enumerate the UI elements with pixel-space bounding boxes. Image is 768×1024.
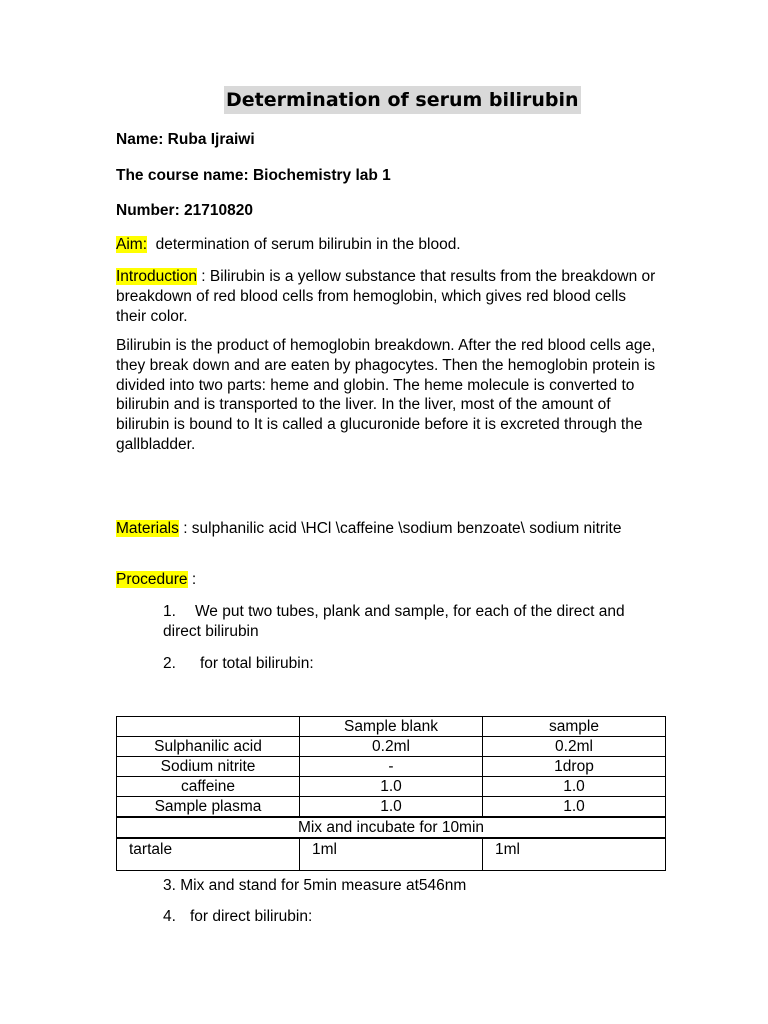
- procedure-line: [116, 570, 196, 590]
- table-cell: Sodium nitrite: [117, 757, 300, 777]
- table-cell: caffeine: [117, 777, 300, 797]
- table-cell: 1.0: [300, 777, 483, 797]
- table-cell: Sample plasma: [117, 797, 300, 818]
- step-1: [163, 602, 633, 642]
- student-number: Number: 21710820: [116, 202, 253, 219]
- table-header-cell: Sample blank: [300, 717, 483, 737]
- introduction-label: Introduction: [116, 268, 197, 285]
- step-1-text: We put two tubes, plank and sample, for each of the direct and direct bilirubin: [163, 603, 625, 640]
- course-name: The course name: Biochemistry lab 1: [116, 167, 391, 184]
- table-cell: 0.2ml: [483, 737, 666, 757]
- materials-label: Materials: [116, 520, 179, 537]
- table-row: [117, 777, 666, 797]
- table-cell: 1drop: [483, 757, 666, 777]
- table-header-cell: [117, 717, 300, 737]
- step-4-number: 4.: [163, 908, 176, 925]
- table-row: [117, 757, 666, 777]
- step-3: 3. Mix and stand for 5min measure at546nm: [163, 877, 467, 894]
- materials-paragraph: [116, 519, 656, 539]
- step-2-number: 2.: [163, 655, 176, 672]
- table-cell: 1ml: [483, 838, 666, 871]
- step-2: [163, 654, 314, 674]
- introduction-text: : Bilirubin is a yellow substance that results from the breakdown or breakdown of red blood cells from hemoglobin, which gives red blood cells their color.: [116, 268, 656, 325]
- table-header-row: [117, 717, 666, 737]
- aim-text: determination of serum bilirubin in the blood.: [147, 236, 461, 253]
- table-cell: 1ml: [300, 838, 483, 871]
- aim-line: [116, 235, 461, 255]
- table-cell: -: [300, 757, 483, 777]
- materials-text: : sulphanilic acid \HCl \caffeine \sodium benzoate\ sodium nitrite: [178, 520, 622, 537]
- step-1-number: 1.: [163, 603, 176, 620]
- table-header-cell: sample: [483, 717, 666, 737]
- step-2-text: for total bilirubin:: [199, 655, 314, 672]
- table-merged-cell: Mix and incubate for 10min: [117, 817, 666, 838]
- table-cell: 0.2ml: [300, 737, 483, 757]
- bilirubin-paragraph: Bilirubin is the product of hemoglobin breakdown. After the red blood cells age, they break down and are eaten by phagocytes. Then the hemoglobin protein is divided into two parts: heme and globin. The heme molecule is converted to bilirubin and is transported to the liver. In the liver, most of the amount of bilirubin is bound to It is called a glucuronide before it is excreted through the gallbladder.: [116, 337, 656, 453]
- table-row: [117, 737, 666, 757]
- procedure-label: Procedure: [116, 571, 188, 588]
- student-name: Name: Ruba Ijraiwi: [116, 131, 255, 148]
- table-cell: 1.0: [300, 797, 483, 818]
- table-merged-row: [117, 817, 666, 838]
- step-4: [163, 907, 312, 927]
- table-row: [117, 838, 666, 871]
- procedure-text: :: [187, 571, 197, 588]
- aim-label: Aim:: [116, 236, 147, 253]
- table-row: [117, 797, 666, 818]
- table-cell: tartale: [117, 838, 300, 871]
- table-cell: Sulphanilic acid: [117, 737, 300, 757]
- step-4-text: for direct bilirubin:: [189, 908, 313, 925]
- procedure-table: [116, 716, 666, 871]
- table-cell: 1.0: [483, 777, 666, 797]
- document-title: Determination of serum bilirubin: [224, 86, 581, 114]
- table-cell: 1.0: [483, 797, 666, 818]
- introduction-paragraph: [116, 267, 656, 326]
